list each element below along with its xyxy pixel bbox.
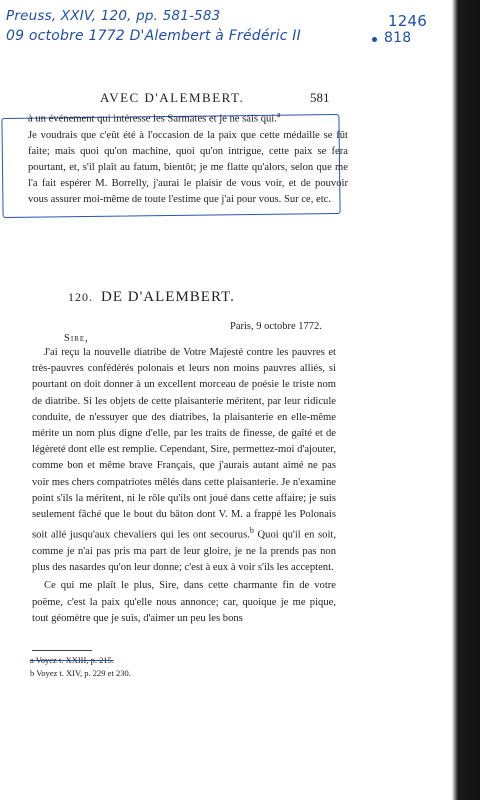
handwritten-date-note: 09 octobre 1772 D'Alembert à Frédéric II	[6, 28, 301, 44]
footnote-rule	[32, 650, 92, 651]
letter-body	[32, 345, 336, 627]
footnote-b: b Voyez t. XIV, p. 229 et 230.	[30, 668, 131, 678]
footnote-a: a Voyez t. XXIII, p. 215.	[30, 655, 114, 665]
bullet-dot	[372, 37, 377, 42]
place-date: Paris, 9 octobre 1772.	[230, 321, 322, 332]
handwritten-source-note: Preuss, XXIV, 120, pp. 581-583	[6, 8, 221, 24]
salutation: Sire,	[64, 333, 89, 344]
handwritten-number-bottom: 818	[384, 30, 412, 46]
footnotes	[30, 654, 350, 680]
handwritten-number-top: 1246	[388, 12, 427, 30]
top-paragraph: Je voudrais que c'eût été à l'occasion de la paix que cette médaille se fût faite; mais quoi qu'on machine, quoi qu'on intrigue, cette paix se fera pourtant, et, s'il plaît au fatum, bientôt; je me flatte qu'alors, selon que me l'a fait espérer M. Borrelly, j'aurai le plaisir de vous voir, et de pouvoir vous assurer moi-même de toute l'estime que j'ai pour vous. Sur ce, etc.	[28, 129, 348, 205]
page-number: 581	[310, 90, 330, 105]
letter-title: DE D'ALEMBERT.	[101, 289, 235, 305]
running-head: AVEC D'ALEMBERT.	[100, 90, 245, 105]
paragraph-2: Ce qui me plaît le plus, Sire, dans cette charmante fin de votre poëme, c'est la paix qu'elle nous annonce; car, quoique je me pique, tout géomètre que je suis, d'aimer un peu les bons	[32, 580, 336, 624]
letter-heading	[68, 289, 348, 306]
letter-number: 120.	[68, 290, 93, 304]
top-text-block	[28, 107, 348, 208]
top-first-line: à un événement qui intéresse les Sarmates et je ne sais qui.$^a$	[28, 110, 281, 125]
paragraph-1: J'ai reçu la nouvelle diatribe de Votre Majesté contre les pauvres et très-pauvres confédérés polonais et leurs non moins pauvres alliés, si pourtant on doit donner à un excellent morceau de poésie le triste nom de diatribe. Si les objets de cette plaisanterie méritent, par leur ridicule conduite, de n'essuyer que des diatribes, la plaisanterie en elle-même mérite un nom plus digne d'elle, par les traits de finesse, de gaîté et de légèreté dont elle est remplie. Cependant, Sire, permettez-moi d'ajouter, comme bon et même brave Français, que j'aurais autant aimé ne pas voir mes chers compatriotes mêlés dans cette plaisanterie. Je n'examine point s'ils la méritent, ni le rôle qu'ils ont joué dans cette affaire; je suis seulement fâché que le bout du bâton dont V. M. a frappé les Polonais soit allé jusqu'aux chevaliers qui les ont secourus.$^b$ Quoi qu'il en soit, comme je n'ai pas pris ma part de leur gloire, je ne la prends pas non plus des nasardes qu'on leur donne; c'est à eux à voir s'ils les acceptent.	[32, 347, 336, 574]
scan-border	[452, 0, 480, 800]
